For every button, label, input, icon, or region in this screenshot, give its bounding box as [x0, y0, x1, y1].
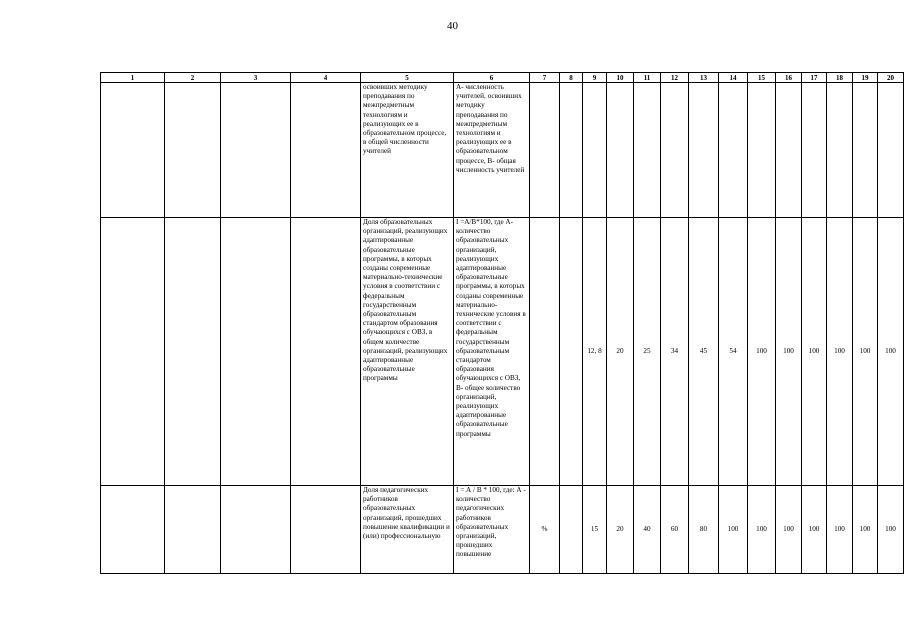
table-cell: [101, 83, 165, 218]
value-cell: [607, 83, 634, 218]
value-cell: 60: [661, 486, 689, 574]
column-header: 20: [878, 73, 904, 83]
unit-cell: %: [530, 486, 560, 574]
formula-cell: I = А / В * 100, где: А - количество педагогических работников образовательных организаций, прошедших повышение: [454, 486, 530, 574]
table-cell: [291, 486, 361, 574]
value-cell: [853, 83, 878, 218]
value-cell: [560, 218, 583, 486]
column-header: 14: [719, 73, 748, 83]
value-cell: 100: [802, 486, 827, 574]
value-cell: [689, 83, 719, 218]
column-header: 19: [853, 73, 878, 83]
table-cell: [101, 218, 165, 486]
value-cell: 100: [827, 486, 853, 574]
table-cell: [101, 486, 165, 574]
page-number: 40: [447, 20, 458, 32]
table-row: [101, 83, 904, 218]
value-cell: [802, 83, 827, 218]
column-header: 11: [634, 73, 661, 83]
column-header: 7: [530, 73, 560, 83]
value-cell: [748, 83, 776, 218]
formula-cell: I =А/В*100, где А- количество образовательных организаций, реализующих адаптированные образовательные программы, в которых созданы современные материально-технические условия в соответствии с федеральным государственным образовательным стандартом образования обучающихся с ОВЗ, В- общее количество организаций, реализующих адаптированные образовательные программы: [454, 218, 530, 486]
table-cell: [165, 218, 221, 486]
value-cell: 15: [583, 486, 607, 574]
column-header: 8: [560, 73, 583, 83]
value-cell: 100: [878, 486, 904, 574]
value-cell: [878, 83, 904, 218]
column-header: 5: [361, 73, 454, 83]
value-cell: [583, 83, 607, 218]
value-cell: 100: [748, 218, 776, 486]
value-cell: 100: [776, 486, 802, 574]
column-header: 15: [748, 73, 776, 83]
unit-cell: [530, 218, 560, 486]
column-header: 9: [583, 73, 607, 83]
column-header: 10: [607, 73, 634, 83]
column-header: 16: [776, 73, 802, 83]
column-header: 2: [165, 73, 221, 83]
value-cell: 45: [689, 218, 719, 486]
table-row: [101, 218, 904, 486]
indicators-table: [100, 72, 904, 574]
unit-cell: [530, 83, 560, 218]
column-header: 13: [689, 73, 719, 83]
column-header: 3: [221, 73, 291, 83]
value-cell: [719, 83, 748, 218]
column-header: 4: [291, 73, 361, 83]
table-cell: [221, 83, 291, 218]
indicator-cell: Доля педагогических работников образовательных организаций, прошедших повышение квалификации и (или) профессиональную: [361, 486, 454, 574]
value-cell: 12, 8: [583, 218, 607, 486]
indicator-cell: Доля образовательных организаций, реализующих адаптированные образовательные программы, в которых созданы современные материально-технические условия в соответствии с федеральным государственным образовательным стандартом образования обучающихся с ОВЗ, в общем количестве организаций, реализующих адаптированные образовательные программы: [361, 218, 454, 486]
formula-cell: А- численность учителей, освоивших методику преподавания по межпредметным технологиям и реализующих ее в образовательном процессе, В- общая численность учителей: [454, 83, 530, 218]
value-cell: [560, 486, 583, 574]
value-cell: 80: [689, 486, 719, 574]
table-cell: [165, 83, 221, 218]
indicator-cell: освоивших методику преподавания по межпредметным технологиям и реализующих ее в образовательном процессе, в общей численности учителей: [361, 83, 454, 218]
value-cell: 100: [853, 486, 878, 574]
value-cell: 100: [827, 218, 853, 486]
column-header: 1: [101, 73, 165, 83]
value-cell: 100: [853, 218, 878, 486]
column-header: 18: [827, 73, 853, 83]
value-cell: [776, 83, 802, 218]
table-cell: [291, 218, 361, 486]
value-cell: 34: [661, 218, 689, 486]
value-cell: 100: [776, 218, 802, 486]
value-cell: [634, 83, 661, 218]
value-cell: 54: [719, 218, 748, 486]
value-cell: 20: [607, 218, 634, 486]
column-header: 12: [661, 73, 689, 83]
value-cell: 25: [634, 218, 661, 486]
value-cell: [560, 83, 583, 218]
value-cell: [661, 83, 689, 218]
column-header: 17: [802, 73, 827, 83]
value-cell: 100: [802, 218, 827, 486]
value-cell: 40: [634, 486, 661, 574]
table-cell: [291, 83, 361, 218]
table-cell: [165, 486, 221, 574]
value-cell: [827, 83, 853, 218]
value-cell: 100: [878, 218, 904, 486]
table-cell: [221, 218, 291, 486]
column-header: 6: [454, 73, 530, 83]
value-cell: 100: [748, 486, 776, 574]
value-cell: 20: [607, 486, 634, 574]
value-cell: 100: [719, 486, 748, 574]
table-header-row: [101, 73, 904, 83]
table-cell: [221, 486, 291, 574]
table-row: [101, 486, 904, 574]
